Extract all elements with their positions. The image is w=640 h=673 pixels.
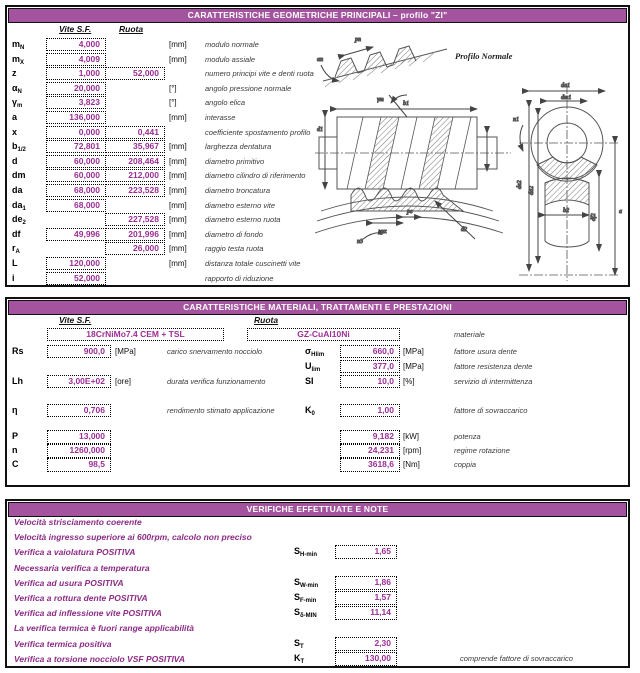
dim-label: dm1 [561,95,572,101]
unit-label: [rpm] [403,446,422,455]
symbol-label: da [12,184,23,195]
table-row [7,606,628,621]
symbol-label: z [12,68,17,79]
check-value-cell[interactable]: 11,14 [335,606,397,620]
vite-value-cell[interactable]: 4,000 [46,38,106,51]
materials-table-group2 [7,404,628,419]
unit-label: [mm] [169,258,187,268]
dim-label: da2 [529,186,535,195]
description-label: diametro esterno ruota [205,215,281,225]
description-label: diametro di fondo [205,229,263,239]
check-note: Velocità strisciamento coerente [14,517,142,527]
dim-label: d1 [317,127,323,133]
check-note: La verifica termica è fuori range applicabilità [14,623,194,634]
checks-section-header: VERIFICHE EFFETTUATE E NOTE [8,502,627,517]
symbol-label: L [12,257,18,268]
symbol-label: dm [12,170,26,181]
symbol-label: $\sigma_{Hlim}$ [305,346,325,358]
table-row [7,444,628,458]
unit-label: [mm] [169,229,187,239]
table-row [7,652,628,667]
description-label: materiale [454,330,485,339]
dim-label: px [381,229,387,235]
symbol-label: d [12,155,18,166]
vite-value-cell[interactable]: 52,000 [46,272,106,285]
unit-label: [MPa] [403,347,424,356]
ruota-value-cell[interactable]: 208,464 [105,155,165,168]
symbol-label: $K_T$ [294,652,305,665]
unit-label: [mm] [169,40,187,49]
ruota-value-cell[interactable]: 10,0 [340,375,400,388]
symbol-label: x [12,126,18,137]
vite-value-cell[interactable]: 98,5 [47,458,111,472]
unit-label: [°] [169,98,177,108]
symbol-label: $de_2$ [12,214,26,227]
geometry-section-header: CARATTERISTICHE GEOMETRICHE PRINCIPALI – profilo "ZI" [8,8,627,23]
symbol-label: $b_{1/2}$ [12,141,26,154]
vite-value-cell[interactable]: 72,801 [46,140,106,153]
check-note: Verifica termica positiva [14,638,112,649]
ruota-value-cell[interactable]: 52,000 [105,67,165,80]
table-row [7,530,628,545]
dim-label: n3 [357,239,363,245]
ruota-value-cell[interactable]: 1,00 [340,404,400,417]
description-label: servizio di intermittenza [454,377,533,386]
unit-label: [°] [169,83,177,93]
ruota-value-cell[interactable]: 227,528 [105,213,165,226]
symbol-label: η [12,405,18,415]
materials-section-header: CARATTERISTICHE MATERIALI, TRATTAMENTI E PRESTAZIONI [8,300,627,315]
description-label: diametro primitivo [205,156,265,166]
dim-label: a [619,209,622,215]
check-value-cell[interactable]: 2,30 [335,637,397,651]
symbol-label: $S_{F-min}$ [294,591,317,604]
symbol-label: $S_{\delta-MIN}$ [294,607,317,620]
worm-gear-diagram-svg [315,25,633,285]
symbol-label: $K_0$ [305,405,315,417]
description-label: raggio testa ruota [205,244,264,254]
vite-value-cell[interactable]: 1,000 [46,67,106,80]
description-label: coppia [454,460,477,469]
dim-label: pn [355,37,361,43]
vite-value-cell[interactable]: 3,823 [46,96,106,109]
symbol-label: i [12,272,15,283]
vite-value-cell[interactable]: 49,996 [46,228,106,241]
unit-label: [mm] [169,156,187,166]
unit-label: [mm] [169,244,187,254]
unit-label: [mm] [169,215,187,225]
ruota-value-cell[interactable]: 26,000 [105,242,165,255]
table-row [7,375,628,390]
front-view [315,95,511,245]
material-row [7,328,628,343]
symbol-label: a [12,111,18,122]
dim-label: b2 [563,208,569,214]
description-label: rendimento stimato applicazione [167,406,275,415]
checks-table [7,515,628,667]
unit-label: [mm] [169,185,187,195]
ruota-material-cell[interactable]: GZ-CuAl10Ni [247,328,400,341]
symbol-label: $U_{lim}$ [305,361,321,373]
ruota-value-cell[interactable]: 223,528 [105,184,165,197]
dim-label: γm [377,97,384,103]
ruota-value-cell[interactable]: 9,182 [340,430,400,444]
vite-value-cell[interactable]: 60,000 [46,169,106,182]
vite-value-cell[interactable]: 900,0 [47,345,111,358]
column-header-vite: Vite S.F. [59,24,92,34]
unit-label: [mm] [169,200,187,210]
column-header-ruota: Ruota [254,315,279,325]
description-label: angolo elica [205,98,246,108]
symbol-label: $m_X$ [12,53,25,66]
symbol-label: $\gamma_m$ [12,97,23,110]
symbol-label: C [12,459,19,469]
check-note: Verifica ad usura POSITIVA [14,577,124,588]
dim-label: αn [317,57,324,63]
table-row [7,591,628,606]
description-label: potenza [454,432,481,441]
symbol-label: n [12,445,18,455]
symbol-label: $da_1$ [12,199,26,212]
description-label: carico snervamento nocciolo [167,347,263,356]
materials-table-group1 [7,345,628,390]
vite-value-cell[interactable]: 4,009 [46,53,106,66]
check-note: Verifica a vaiolatura POSITIVA [14,547,136,558]
description-label: modulo assiale [205,54,256,64]
vite-value-cell[interactable]: 68,000 [46,184,106,197]
vite-value-cell[interactable]: 13,000 [47,430,111,444]
symbol-label: Lh [12,376,23,386]
symbol-label: df [12,228,21,239]
dim-label: da1 [561,83,570,89]
check-value-cell[interactable]: 1,65 [335,545,397,559]
unit-label: [MPa] [403,362,424,371]
check-value-cell[interactable]: 1,57 [335,591,397,605]
checks-section [5,499,630,668]
table-row [7,561,628,576]
unit-label: [mm] [169,112,187,122]
symbol-label: SI [305,376,314,386]
description-label: distanza totale cuscinetti vite [205,258,301,268]
dim-label: pe [407,209,413,215]
dim-label: n1 [513,117,519,123]
symbol-label: $S_T$ [294,637,304,650]
description-label: fattore di sovraccarico [454,406,528,415]
description-label: coefficiente spostamento profilo [205,127,311,137]
symbol-label: $S_{H-min}$ [294,546,318,559]
vite-value-cell[interactable]: 0,000 [46,126,106,139]
vite-value-cell[interactable]: 60,000 [46,155,106,168]
check-value-cell[interactable]: 130,00 [335,652,397,666]
vite-value-cell[interactable]: 20,000 [46,82,106,95]
vite-value-cell[interactable]: 0,706 [47,404,111,417]
vite-value-cell[interactable]: 136,000 [46,111,106,124]
symbol-label: $S_{W-min}$ [294,576,319,589]
vite-value-cell[interactable]: 3,00E+02 [47,375,111,388]
description-label: regime rotazione [454,446,510,455]
profile-sketch [317,37,447,87]
description-label: rapporto di riduzione [205,273,274,283]
description-label: diametro cilindro di riferimento [205,171,306,181]
unit-label: [%] [403,377,415,386]
geometry-section [5,5,630,287]
unit-label: [MPa] [115,347,136,356]
symbol-label: P [12,431,19,441]
dim-label: de2 [517,180,523,189]
description-label: numero principi vite e denti ruota [205,69,314,79]
table-row [7,404,628,419]
symbol-label: Rs [12,346,24,356]
side-view [513,83,622,281]
check-note: Verifica a torsione nocciolo VSF POSITIVA [14,653,185,664]
symbol-label: $m_N$ [12,39,25,51]
unit-label: [mm] [169,142,187,152]
check-note: Verifica a rottura dente POSITIVA [14,592,148,603]
check-value-cell[interactable]: 1,86 [335,576,397,590]
ruota-value-cell[interactable]: 24,231 [340,444,400,458]
worm-gear-diagram [315,25,633,285]
dim-label: d2 [461,227,467,233]
description-label: angolo pressione normale [205,83,292,93]
dim-label: df2 [591,213,597,221]
symbol-label: $\alpha_N$ [12,82,22,95]
description-label: durata verifica funzionamento [167,377,266,386]
description-label: larghezza dentatura [205,142,272,152]
ruota-value-cell[interactable]: 35,967 [105,140,165,153]
table-row [7,360,628,375]
vite-material-cell[interactable]: 18CrNiMo7.4 CEM + TSL [47,328,224,341]
table-row [7,545,628,560]
description-label: modulo normale [205,40,259,49]
vite-value-cell[interactable]: 1260,000 [47,444,111,458]
table-row [7,458,628,472]
unit-label: [mm] [169,54,187,64]
description-label: fattore resistenza dente [454,362,533,371]
unit-label: [mm] [169,171,187,181]
description-label: fattore usura dente [454,347,517,356]
profile-caption: Profilo Normale [455,51,513,61]
table-row [7,637,628,652]
dim-label: b1 [403,101,409,107]
vite-value-cell[interactable]: 68,000 [46,199,106,212]
extra-note: comprende fattore di sovraccarico [460,653,573,663]
vite-value-cell[interactable]: 120,000 [46,257,106,270]
column-header-vite: Vite S.F. [59,315,92,325]
table-row [7,576,628,591]
table-row [7,345,628,360]
symbol-label: $r_A$ [12,243,20,256]
ruota-value-cell[interactable]: 377,0 [340,360,400,373]
ruota-value-cell[interactable]: 212,000 [105,169,165,182]
description-label: diametro esterno vite [205,200,276,210]
unit-label: [kW] [403,432,419,441]
ruota-value-cell[interactable]: 660,0 [340,345,400,358]
description-label: interasse [205,112,236,122]
materials-section [5,297,630,487]
materials-table-group3 [7,430,628,472]
check-note: Verifica ad inflessione vite POSITIVA [14,608,162,619]
column-header-ruota: Ruota [119,24,144,34]
check-note: Velocità ingresso superiore ai 600rpm, calcolo non preciso [14,532,252,543]
ruota-value-cell[interactable]: 201,996 [105,228,165,241]
unit-label: [Nm] [403,460,420,469]
table-row [7,621,628,636]
ruota-value-cell[interactable]: 3618,6 [340,458,400,472]
unit-label: [ore] [115,377,132,386]
check-note: Necessaria verifica a temperatura [14,562,150,573]
table-row [7,430,628,444]
description-label: diametro troncatura [205,185,271,195]
ruota-value-cell[interactable]: 0,441 [105,126,165,139]
table-row [7,515,628,530]
